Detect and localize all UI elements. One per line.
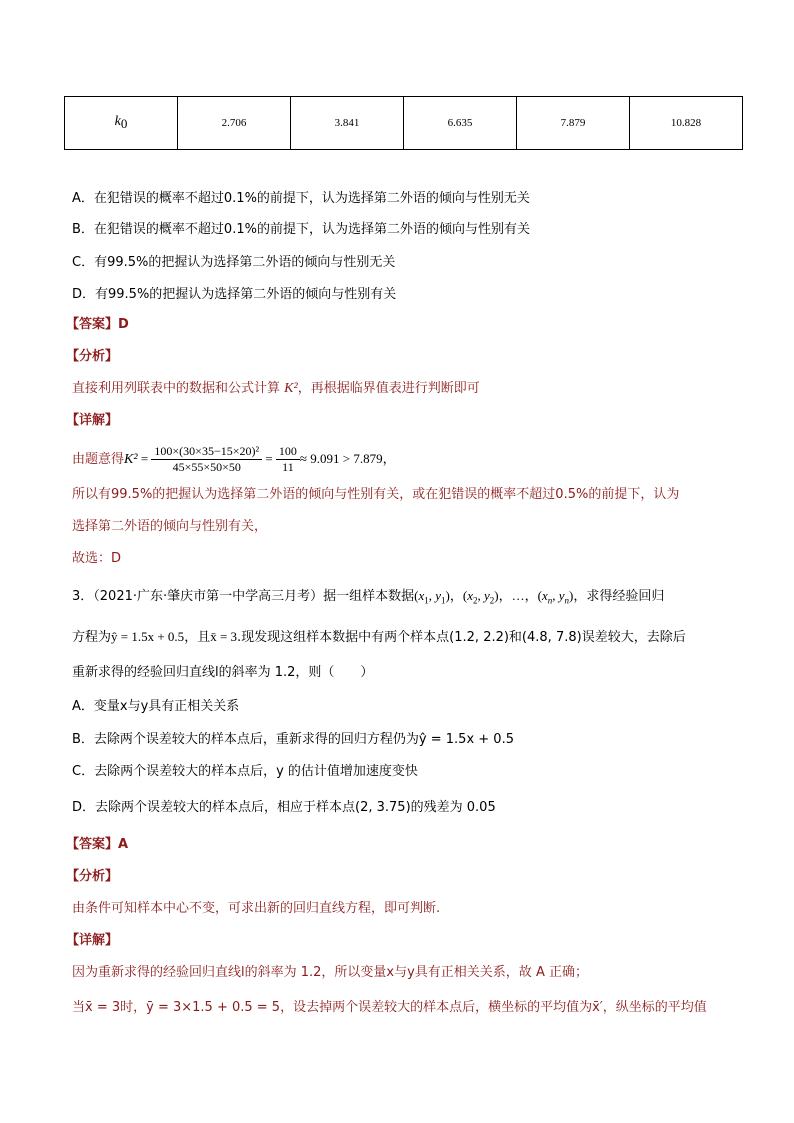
analysis-suffix: ，再根据临界值表进行判断即可 <box>297 381 480 396</box>
sample-points: ($x_1$, $y_1$)，($x_2$, $y_2$)，…，($x_n$, $y_n$) <box>414 588 574 606</box>
q3-analysis-label: 【分析】 <box>66 869 119 884</box>
q2-option-d: D．有99.5%的把握认为选择第二外语的倾向与性别有关 <box>72 287 397 302</box>
q2-conclusion-line-2: 选择第二外语的倾向与性别有关， <box>72 519 268 534</box>
k-squared: K² <box>124 452 138 467</box>
q2-option-a: A．在犯错误的概率不超过0.1%的前提下，认为选择第二外语的倾向与性别无关 <box>72 191 530 206</box>
q2-conclusion-line-1: 所以有99.5%的把握认为选择第二外语的倾向与性别有关，或在犯错误的概率不超过0.5%的前提下，认为 <box>72 487 680 502</box>
q3-analysis-text: 由条件可知样本中心不变，可求出新的回归直线方程，即可判断. <box>72 901 441 916</box>
table-cell: 7.879 <box>517 97 630 150</box>
q2-choice: 故选：D <box>72 551 122 566</box>
k-squared: K² <box>284 381 298 396</box>
fraction-numerator: 100×(30×35−15×20)² <box>151 444 262 460</box>
q2-answer-label: 【答案】D <box>66 317 129 332</box>
q2-option-c: C．有99.5%的把握认为选择第二外语的倾向与性别无关 <box>72 255 396 270</box>
stem-text: ，且 <box>184 630 211 645</box>
table-cell: 6.635 <box>404 97 517 150</box>
table-cell: 10.828 <box>630 97 743 150</box>
equals-sign: = <box>137 451 152 466</box>
q3-option-a: A．变量x与y具有正相关关系 <box>72 699 240 714</box>
fraction-denominator: 11 <box>282 460 294 474</box>
critical-value-table <box>64 96 743 150</box>
table-cell: 2.706 <box>178 97 291 150</box>
calc-prefix: 由题意得 <box>72 452 125 467</box>
q3-stem-line-1 <box>72 587 664 610</box>
q3-stem-line-2 <box>72 628 686 647</box>
x-mean: x̄ = 3 <box>210 629 238 644</box>
chi-square-fraction <box>151 444 262 475</box>
regression-equation: ŷ = 1.5x + 0.5 <box>111 629 185 644</box>
q3-answer-label: 【答案】A <box>66 837 129 852</box>
q3-option-d: D．去除两个误差较大的样本点后，相应于样本点(2, 3.75)的残差为 0.05 <box>72 800 496 815</box>
stem-text: ，求得经验回归 <box>573 589 665 604</box>
q3-stem-line-3: 重新求得的经验回归直线l的斜率为 1.2，则（ ） <box>72 665 374 680</box>
q3-detail-line-2: 当x̄ = 3时，ȳ = 3×1.5 + 0.5 = 5，设去掉两个误差较大的样本点后，横坐标的平均值为x̄′，纵坐标的平均值 <box>72 1000 707 1015</box>
q3-option-b: B．去除两个误差较大的样本点后，重新求得的回归方程仍为ŷ = 1.5x + 0.5 <box>72 732 514 747</box>
stem-text: 3．（2021·广东·肇庆市第一中学高三月考）据一组样本数据 <box>72 589 415 604</box>
calc-tail: ≈ 9.091 > 7.879， <box>299 451 396 466</box>
q2-analysis-text <box>72 380 480 398</box>
stem-text: .现发现这组样本数据中有两个样本点(1.2, 2.2)和(4.8, 7.8)误差较大，去除后 <box>237 630 686 645</box>
simplified-fraction <box>276 444 300 475</box>
q3-detail-line-1: 因为重新求得的经验回归直线l的斜率为 1.2，所以变量x与y具有正相关关系，故 A 正确； <box>72 965 588 980</box>
table-header-cell <box>65 97 178 150</box>
q2-analysis-label: 【分析】 <box>66 349 119 364</box>
fraction-numerator: 100 <box>276 444 300 460</box>
q2-detail-label: 【详解】 <box>66 413 119 428</box>
equals-sign: = <box>262 451 276 466</box>
q3-detail-label: 【详解】 <box>66 933 119 948</box>
fraction-denominator: 45×55×50×50 <box>172 460 241 474</box>
k-symbol: k <box>114 113 121 129</box>
q3-option-c: C．去除两个误差较大的样本点后，y 的估计值增加速度变快 <box>72 764 418 779</box>
q2-option-b: B．在犯错误的概率不超过0.1%的前提下，认为选择第二外语的倾向与性别有关 <box>72 222 530 237</box>
stem-text: 方程为 <box>72 630 112 645</box>
analysis-prefix: 直接利用列联表中的数据和公式计算 <box>72 381 281 396</box>
table-cell: 3.841 <box>291 97 404 150</box>
table-row <box>65 97 743 150</box>
k-subscript: 0 <box>120 116 128 132</box>
q2-calculation <box>72 442 396 477</box>
